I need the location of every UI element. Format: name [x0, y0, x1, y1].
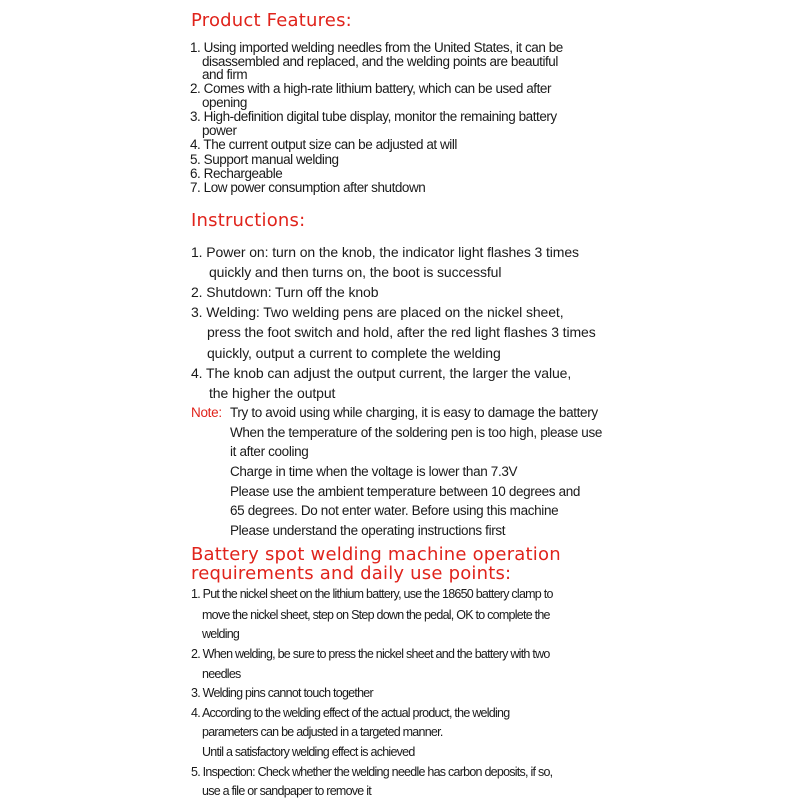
requirement-line-2: 2. When welding, be sure to press the nickel sheet and the battery with two	[191, 647, 550, 661]
instruction-line-4-cont: the higher the output	[209, 385, 336, 401]
requirements-heading-line-1: Battery spot welding machine operation	[191, 544, 561, 565]
feature-line-1-cont: disassembled and replaced, and the welding points are beautiful	[202, 54, 558, 69]
requirement-line-1-cont: move the nickel sheet, step on Step down the pedal, OK to complete the	[202, 608, 550, 622]
requirement-line-2-cont: needles	[202, 667, 241, 681]
requirement-line-4-cont2: Until a satisfactory welding effect is achieved	[202, 745, 415, 759]
product-features-heading: Product Features:	[191, 10, 352, 31]
note-line-4: Charge in time when the voltage is lower than 7.3V	[230, 464, 518, 479]
feature-line-5: 5. Support manual welding	[190, 152, 339, 167]
requirement-line-4-cont: parameters can be adjusted in a targeted manner.	[202, 725, 443, 739]
instruction-line-3-cont: press the foot switch and hold, after the red light flashes 3 times	[207, 324, 596, 340]
instruction-line-4: 4. The knob can adjust the output current, the larger the value,	[191, 365, 572, 381]
feature-line-7: 7. Low power consumption after shutdown	[190, 180, 426, 195]
instructions-heading: Instructions:	[191, 210, 306, 231]
feature-line-2: 2. Comes with a high-rate lithium battery, which can be used after	[190, 81, 551, 96]
feature-line-6: 6. Rechargeable	[190, 166, 283, 181]
requirement-line-4: 4. According to the welding effect of the actual product, the welding	[191, 706, 510, 720]
note-line-2: When the temperature of the soldering pen is too high, please use	[230, 425, 603, 440]
note-label: Note:	[191, 405, 222, 420]
instruction-line-2: 2. Shutdown: Turn off the knob	[191, 284, 379, 300]
requirements-heading-line-2: requirements and daily use points:	[191, 563, 512, 584]
feature-line-1-cont2: and firm	[202, 67, 248, 82]
instruction-line-3: 3. Welding: Two welding pens are placed on the nickel sheet,	[191, 304, 564, 320]
feature-line-3-cont: power	[202, 123, 237, 138]
feature-line-3: 3. High-definition digital tube display, monitor the remaining battery	[190, 109, 557, 124]
requirement-line-1-cont2: welding	[202, 627, 240, 641]
feature-line-2-cont: opening	[202, 95, 247, 110]
note-line-5: Please use the ambient temperature between 10 degrees and	[230, 484, 581, 499]
note-line-7: Please understand the operating instructions first	[230, 523, 506, 538]
requirement-line-1: 1. Put the nickel sheet on the lithium battery, use the 18650 battery clamp to	[191, 587, 553, 601]
note-line-1: Try to avoid using while charging, it is easy to damage the battery	[230, 405, 598, 420]
requirement-line-5: 5. Inspection: Check whether the welding needle has carbon deposits, if so,	[191, 765, 553, 779]
requirement-line-3: 3. Welding pins cannot touch together	[191, 686, 373, 700]
note-line-6: 65 degrees. Do not enter water. Before using this machine	[230, 503, 559, 518]
instruction-line-3-cont2: quickly, output a current to complete the welding	[207, 345, 501, 361]
feature-line-1: 1. Using imported welding needles from the United States, it can be	[190, 40, 563, 55]
instruction-line-1: 1. Power on: turn on the knob, the indicator light flashes 3 times	[191, 244, 579, 260]
requirement-line-5-cont: use a file or sandpaper to remove it	[202, 784, 371, 798]
feature-line-4: 4. The current output size can be adjusted at will	[190, 137, 457, 152]
instruction-line-1-cont: quickly and then turns on, the boot is successful	[209, 264, 502, 280]
note-line-3: it after cooling	[230, 444, 309, 459]
